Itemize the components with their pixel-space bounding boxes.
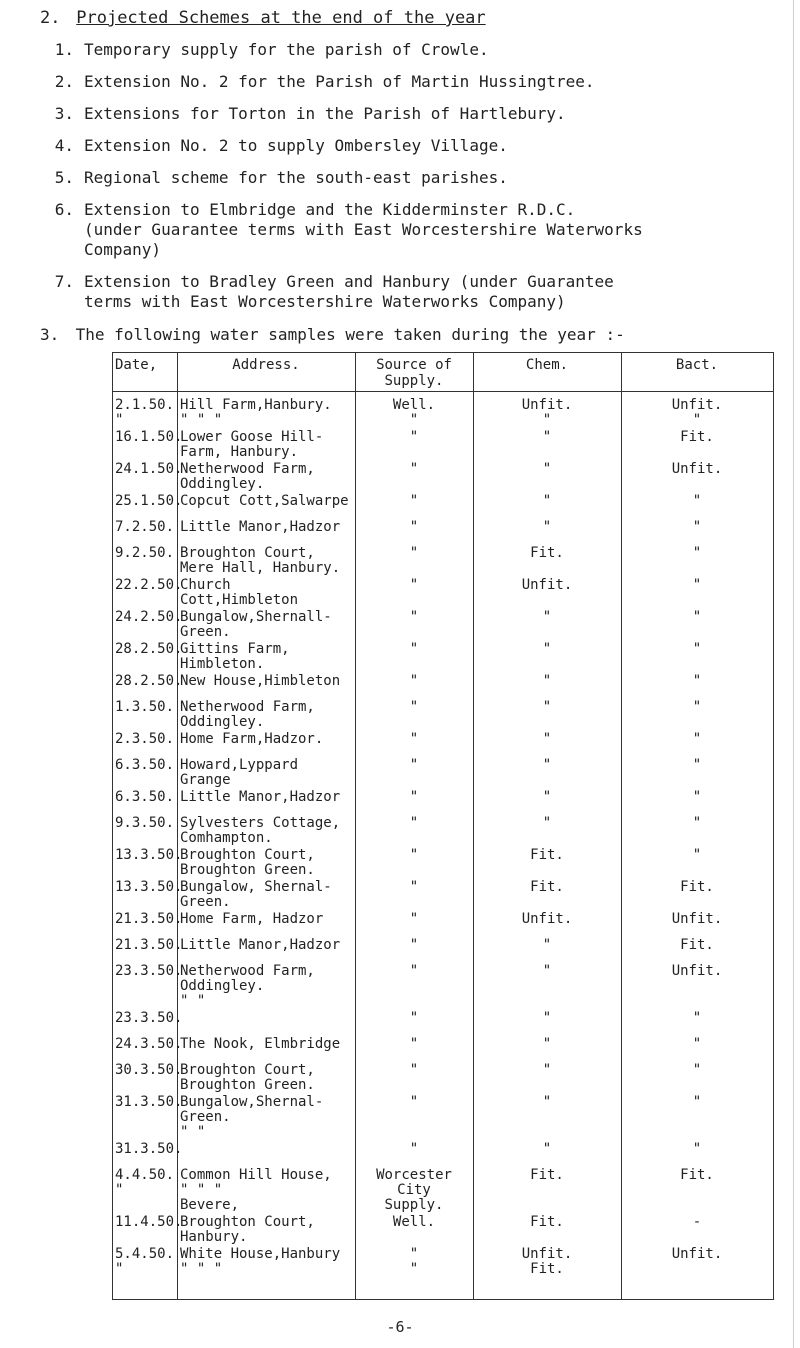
item-text: Regional scheme for the south-east parishes. [84, 168, 508, 187]
item-text: Extension No. 2 for the Parish of Martin Hussingtree. [84, 72, 595, 91]
item-number: 2. [54, 72, 74, 91]
cell-bact: " [692, 731, 702, 747]
table-row [113, 1062, 773, 1094]
header-chem: Chem. [525, 357, 569, 373]
cell-bact: - [692, 1214, 702, 1230]
cell-date: 23.3.50. [115, 1010, 183, 1026]
cell-bact: " [692, 1141, 702, 1157]
cell-address: Netherwood Farm, Oddingley. " " [180, 963, 315, 1009]
cell-date: 6.3.50. [115, 789, 175, 805]
header-bact: Bact. [675, 357, 719, 373]
cell-address [177, 1010, 355, 1036]
table-row [113, 1094, 773, 1141]
table-row [113, 641, 773, 673]
cell-bact: " [692, 545, 702, 561]
cell-date: 31.3.50. [115, 1094, 183, 1110]
cell-source: " [409, 847, 419, 863]
cell-chem: Unfit. " [521, 397, 573, 428]
cell-address: Broughton Court, Broughton Green. [180, 847, 315, 878]
cell-address [177, 1141, 355, 1167]
cell-source: " [409, 879, 419, 895]
samples-table [112, 352, 774, 1300]
cell-address: Broughton Court, Broughton Green. [180, 1062, 315, 1093]
cell-date: 24.3.50. [115, 1036, 183, 1052]
cell-chem: " [542, 1141, 552, 1157]
cell-bact: Unfit. [671, 1246, 723, 1262]
cell-bact: " [692, 815, 702, 831]
cell-date: 11.4.50. [115, 1214, 183, 1230]
cell-source: " [409, 641, 419, 657]
samples-text: The following water samples were taken during the year :- [75, 325, 625, 344]
cell-address: Copcut Cott,Salwarpe [180, 493, 349, 509]
page-edge-line [793, 0, 794, 1348]
cell-address: Little Manor,Hadzor [180, 937, 341, 953]
cell-chem: " [542, 699, 552, 715]
cell-address: Howard,Lyppard Grange [180, 757, 299, 788]
cell-address: Bungalow, Shernal- Green. [180, 879, 332, 910]
cell-bact: " [692, 1094, 702, 1110]
table-row [113, 879, 773, 911]
cell-chem: " [542, 789, 552, 805]
item-text: Temporary supply for the parish of Crowle. [84, 40, 489, 59]
cell-chem: " [542, 1094, 552, 1110]
table-body [113, 397, 773, 1278]
table-row [113, 397, 773, 429]
cell-bact: Unfit. [671, 461, 723, 477]
cell-address: New House,Himbleton [180, 673, 341, 689]
table-row [113, 609, 773, 641]
table-row [113, 493, 773, 519]
cell-address: Little Manor,Hadzor [180, 789, 341, 805]
header-divider [113, 391, 773, 392]
cell-source: Worcester City Supply. [376, 1167, 452, 1213]
cell-bact: " [692, 1036, 702, 1052]
table-row [113, 911, 773, 937]
cell-bact: " [692, 757, 702, 773]
cell-date: 30.3.50. [115, 1062, 183, 1078]
cell-date: 28.2.50. [115, 641, 183, 657]
cell-date: 1.3.50. [115, 699, 175, 715]
cell-source: " [409, 461, 419, 477]
cell-chem: Unfit. [521, 911, 573, 927]
item-number: 6. [54, 200, 74, 219]
item-text: Extension No. 2 to supply Ombersley Village. [84, 136, 508, 155]
cell-date: 31.3.50. [115, 1141, 183, 1157]
section-title: Projected Schemes at the end of the year [76, 8, 486, 28]
cell-bact: " [692, 1062, 702, 1078]
cell-source: " [409, 673, 419, 689]
table-row [113, 937, 773, 963]
cell-bact: Fit. [680, 1167, 714, 1183]
page-number: -6- [386, 1318, 414, 1336]
cell-address: Home Farm, Hadzor [180, 911, 324, 927]
cell-chem: " [542, 1036, 552, 1052]
item-number: 5. [54, 168, 74, 187]
cell-bact: Fit. [680, 937, 714, 953]
cell-source: " [409, 577, 419, 593]
item-number: 7. [54, 272, 74, 291]
cell-address: Bungalow,Shernall- Green. [180, 609, 332, 640]
cell-address: The Nook, Elmbridge [180, 1036, 341, 1052]
table-row [113, 673, 773, 699]
cell-chem: Fit. [530, 1214, 564, 1230]
cell-source: " [409, 963, 419, 979]
table-row [113, 461, 773, 493]
cell-chem: " [542, 757, 552, 773]
cell-bact: " [692, 577, 702, 593]
cell-bact: " [692, 519, 702, 535]
cell-bact: Fit. [680, 879, 714, 895]
table-row [113, 1167, 773, 1214]
cell-chem: " [542, 493, 552, 509]
cell-date: 21.3.50. [115, 911, 183, 927]
table-row [113, 699, 773, 731]
cell-address: Sylvesters Cottage, Comhampton. [180, 815, 341, 846]
table-row [113, 757, 773, 789]
cell-chem: Unfit. Fit. [521, 1246, 573, 1277]
cell-bact: Fit. [680, 429, 714, 445]
cell-chem: " [542, 937, 552, 953]
cell-source: " " [409, 1246, 419, 1277]
cell-bact: " [692, 641, 702, 657]
list-item [40, 136, 780, 156]
cell-chem: " [542, 609, 552, 625]
header-address: Address. [232, 357, 300, 373]
table-row [113, 1214, 773, 1246]
cell-chem: " [542, 1010, 552, 1026]
cell-address: Little Manor,Hadzor [180, 519, 341, 535]
item-text: Extension to Elmbridge and the Kidderminster R.D.C. (under Guarantee terms with East Worcestershire Waterworks Company) [84, 200, 643, 259]
item-text: Extension to Bradley Green and Hanbury (under Guarantee terms with East Worcestershire Waterworks Company) [84, 272, 614, 311]
cell-source: Well. [392, 1214, 436, 1230]
cell-chem: " [542, 673, 552, 689]
list-item [40, 168, 780, 188]
cell-chem: Fit. [530, 545, 564, 561]
cell-address: Broughton Court, Hanbury. [180, 1214, 315, 1245]
header-date: Date, [115, 357, 158, 373]
cell-date: 28.2.50. [115, 673, 183, 689]
list-item [40, 40, 780, 60]
list-item [40, 272, 780, 312]
cell-date: 25.1.50. [115, 493, 183, 509]
item-number: 1. [54, 40, 74, 59]
cell-chem: " [542, 519, 552, 535]
table-row [113, 963, 773, 1010]
table-row [113, 789, 773, 815]
table-row [113, 545, 773, 577]
cell-date: 13.3.50. [115, 879, 183, 895]
samples-number: 3. [40, 325, 60, 344]
cell-date: 2.1.50. " [115, 397, 175, 428]
table-row [113, 519, 773, 545]
table-row [113, 1141, 773, 1167]
cell-chem: Fit. [530, 879, 564, 895]
samples-intro [40, 325, 780, 344]
cell-date: 2.3.50. [115, 731, 175, 747]
list-item [40, 104, 780, 124]
cell-date: 16.1.50. [115, 429, 183, 445]
cell-address: Gittins Farm, Himbleton. [180, 641, 290, 672]
cell-chem: " [542, 1062, 552, 1078]
cell-date: 24.2.50. [115, 609, 183, 625]
table-row [113, 1246, 773, 1278]
cell-source: " [409, 911, 419, 927]
cell-source: " [409, 429, 419, 445]
cell-address: Hill Farm,Hanbury. " " " [180, 397, 332, 428]
cell-chem: " [542, 963, 552, 979]
cell-source: " [409, 815, 419, 831]
cell-chem: Fit. [530, 847, 564, 863]
cell-bact: " [692, 847, 702, 863]
cell-source: " [409, 519, 419, 535]
cell-date: 13.3.50. [115, 847, 183, 863]
cell-date: 22.2.50. [115, 577, 183, 593]
item-text: Extensions for Torton in the Parish of Hartlebury. [84, 104, 566, 123]
cell-bact: Unfit. " [671, 397, 723, 428]
cell-address: Lower Goose Hill- Farm, Hanbury. [180, 429, 324, 460]
cell-date: 6.3.50. [115, 757, 175, 773]
cell-bact: " [692, 673, 702, 689]
cell-source: " [409, 493, 419, 509]
table-row [113, 731, 773, 757]
cell-source: " [409, 757, 419, 773]
cell-date: 5.4.50. " [115, 1246, 175, 1277]
cell-source: " [409, 1010, 419, 1026]
cell-date: 9.3.50. [115, 815, 175, 831]
cell-chem: " [542, 461, 552, 477]
table-row [113, 577, 773, 609]
cell-address: White House,Hanbury " " " [180, 1246, 341, 1277]
cell-date: 21.3.50. [115, 937, 183, 953]
cell-address: Broughton Court, Mere Hall, Hanbury. [180, 545, 341, 576]
cell-bact: Unfit. [671, 963, 723, 979]
table-row [113, 815, 773, 847]
table-row [113, 1036, 773, 1062]
cell-source: " [409, 609, 419, 625]
list-item [40, 200, 780, 260]
cell-chem: Unfit. [521, 577, 573, 593]
header-source: Source of Supply. [376, 357, 452, 389]
cell-chem: " [542, 815, 552, 831]
cell-address: Common Hill House, " " " Bevere, [180, 1167, 332, 1213]
schemes-list [40, 40, 780, 324]
cell-chem: Fit. [530, 1167, 564, 1183]
cell-date: 7.2.50. [115, 519, 175, 535]
section-number: 2. [40, 8, 61, 28]
cell-source: Well. " [392, 397, 436, 428]
cell-bact: " [692, 493, 702, 509]
cell-bact: " [692, 699, 702, 715]
cell-address: Netherwood Farm, Oddingley. [180, 461, 315, 492]
cell-bact: " [692, 1010, 702, 1026]
cell-chem: " [542, 641, 552, 657]
cell-chem: " [542, 731, 552, 747]
cell-address: Home Farm,Hadzor. [180, 731, 324, 747]
cell-source: " [409, 789, 419, 805]
cell-address: Netherwood Farm, Oddingley. [180, 699, 315, 730]
item-number: 4. [54, 136, 74, 155]
cell-date: 4.4.50. " [115, 1167, 175, 1198]
cell-bact: Unfit. [671, 911, 723, 927]
cell-bact: " [692, 609, 702, 625]
cell-source: " [409, 1036, 419, 1052]
cell-bact: " [692, 789, 702, 805]
cell-source: " [409, 937, 419, 953]
cell-chem: " [542, 429, 552, 445]
cell-source: " [409, 545, 419, 561]
section-heading [40, 8, 486, 28]
cell-date: 24.1.50. [115, 461, 183, 477]
cell-address: Church Cott,Himbleton [180, 577, 299, 608]
cell-source: " [409, 699, 419, 715]
cell-source: " [409, 1094, 419, 1110]
cell-source: " [409, 731, 419, 747]
list-item [40, 72, 780, 92]
cell-source: " [409, 1141, 419, 1157]
cell-address: Bungalow,Shernal- Green. " " [180, 1094, 324, 1140]
table-row [113, 847, 773, 879]
cell-date: 23.3.50. [115, 963, 183, 979]
item-number: 3. [54, 104, 74, 123]
cell-source: " [409, 1062, 419, 1078]
cell-date: 9.2.50. [115, 545, 175, 561]
table-row [113, 429, 773, 461]
table-row [113, 1010, 773, 1036]
